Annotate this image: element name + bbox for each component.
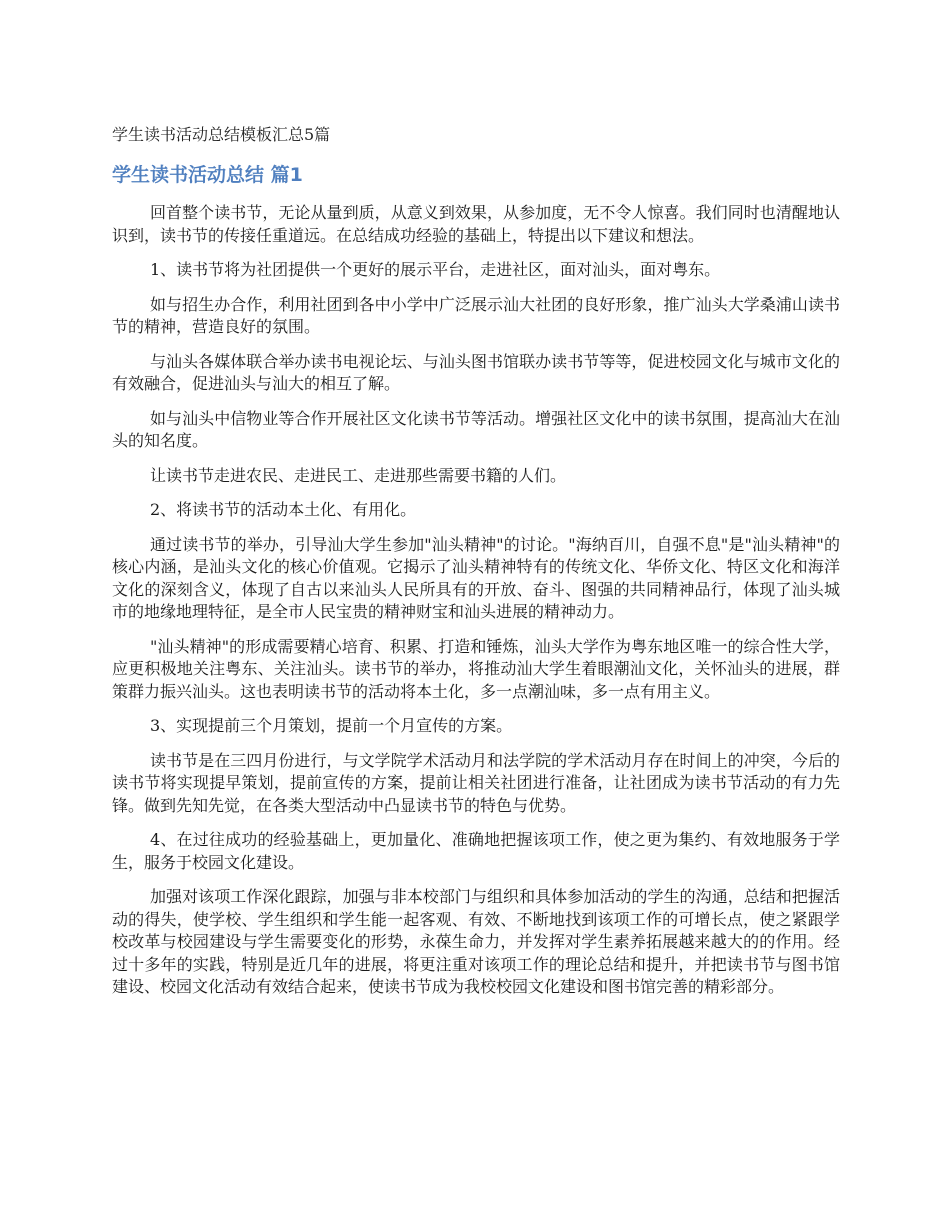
paragraph-point-4: 4、在过往成功的经验基础上，更加量化、准确地把握该项工作，使之更为集约、有效地服务于学生，服务于校园文化建设。 xyxy=(112,830,840,872)
paragraph-body: 加强对该项工作深化跟踪，加强与非本校部门与组织和具体参加活动的学生的沟通，总结和把握活动的得失，使学校、学生组织和学生能一起客观、有效、不断地找到该项工作的可增长点，使之紧跟学校改革与校园建设与学生需要变化的形势，永葆生命力，并发挥对学生素养拓展越来越大的的作用。经过十多年的实践，特别是近几年的进展，将更注重对该项工作的理论总结和提升，并把读书节与图书馆建设、校园文化活动有效结合起来，使读书节成为我校校园文化建设和图书馆完善的精彩部分。 xyxy=(112,887,840,996)
paragraph-body: 与汕头各媒体联合举办读书电视论坛、与汕头图书馆联办读书节等等，促进校园文化与城市文化的有效融合，促进汕头与汕大的相互了解。 xyxy=(112,351,840,393)
paragraph-point-2: 2、将读书节的活动本土化、有用化。 xyxy=(150,500,417,519)
paragraph-body: 让读书节走进农民、走进民工、走进那些需要书籍的人们。 xyxy=(150,465,567,485)
paragraph-point-1: 1、读书节将为社团提供一个更好的展示平台，走进社区，面对汕头，面对粤东。 xyxy=(150,260,721,279)
paragraph-body: 如与招生办合作，利用社团到各中小学中广泛展示汕大社团的良好形象，推广汕头大学桑浦山读书节的精神，营造良好的氛围。 xyxy=(112,294,840,336)
section-heading: 学生读书活动总结 篇1 xyxy=(112,164,303,186)
paragraph-body: 通过读书节的举办，引导汕大学生参加"汕头精神"的讨论。"海纳百川，自强不息"是"汕头精神"的核心内涵，是汕头文化的核心价值观。它揭示了汕头精神特有的传统文化、华侨文化、特区文化和海洋文化的深刻含义，体现了自古以来汕头人民所具有的开放、奋斗、图强的共同精神品行，体现了汕头城市的地缘地理特征，是全市人民宝贵的精神财宝和汕头进展的精神动力。 xyxy=(112,534,840,621)
paragraph-intro: 回首整个读书节，无论从量到质，从意义到效果，从参加度，无不令人惊喜。我们同时也清醒地认识到，读书节的传接任重道远。在总结成功经验的基础上，特提出以下建议和想法。 xyxy=(112,203,840,245)
paragraph-point-3: 3、实现提前三个月策划，提前一个月宣传的方案。 xyxy=(150,716,513,735)
paragraph-body: 如与汕头中信物业等合作开展社区文化读书节等活动。增强社区文化中的读书氛围，提高汕大在汕头的知名度。 xyxy=(112,408,840,450)
paragraph-body: 读书节是在三四月份进行，与文学院学术活动月和法学院的学术活动月存在时间上的冲突，今后的读书节将实现提早策划，提前宣传的方案，提前让相关社团进行准备，让社团成为读书节活动的有力先锋。做到先知先觉，在各类大型活动中凸显读书节的特色与优势。 xyxy=(112,750,840,815)
document-page xyxy=(112,124,840,1011)
document-title: 学生读书活动总结模板汇总5篇 xyxy=(112,125,331,144)
paragraph-body: "汕头精神"的形成需要精心培育、积累、打造和锤炼，汕头大学作为粤东地区唯一的综合性大学，应更积极地关注粤东、关注汕头。读书节的举办，将推动汕大学生着眼潮汕文化，关怀汕头的进展，群策群力振兴汕头。这也表明读书节的活动将本土化，多一点潮汕味，多一点有用主义。 xyxy=(112,636,840,701)
